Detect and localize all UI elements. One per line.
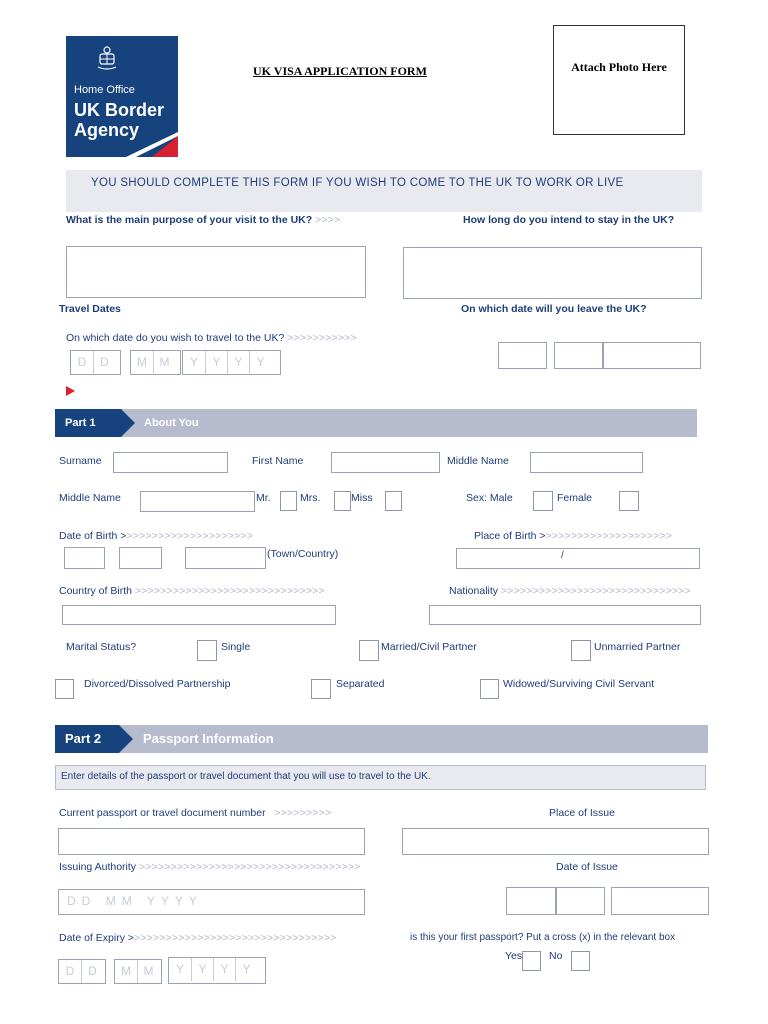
marital-status-label: Marital Status? [66, 641, 137, 653]
sex-male-label: Sex: Male [466, 492, 513, 504]
intro-banner-text: YOU SHOULD COMPLETE THIS FORM IF YOU WISH TO COME TO THE UK TO WORK OR LIVE [91, 177, 624, 189]
first-passport-yes-label: Yes [505, 950, 523, 962]
issue-date-year[interactable] [611, 887, 709, 915]
marital-widowed-label: Widowed/Surviving Civil Servant [503, 678, 655, 690]
marital-single-checkbox[interactable] [197, 640, 217, 661]
part1-title: About You [144, 417, 199, 429]
cob-input[interactable] [62, 605, 336, 625]
middle-name-input-2[interactable] [140, 491, 255, 512]
marital-divorced-label: Divorced/Dissolved Partnership [84, 678, 231, 690]
first-passport-no-checkbox[interactable] [571, 951, 590, 971]
logo-agency: Agency [74, 120, 140, 140]
intro-banner [66, 170, 702, 212]
dob-month[interactable] [119, 547, 162, 569]
leave-date-day[interactable] [498, 342, 547, 369]
travel-date-day[interactable]: D D [70, 350, 121, 375]
leave-date-question: On which date will you leave the UK? [461, 303, 647, 315]
nationality-input[interactable] [429, 605, 701, 625]
marital-separated-checkbox[interactable] [311, 679, 331, 699]
title-miss-label: Miss [351, 492, 373, 504]
first-passport-no-label: No [549, 950, 563, 962]
logo-uk-border: UK Border [74, 100, 165, 120]
dob-label: Date of Birth >>>>>>>>>>>>>>>>>>>>> [59, 530, 254, 542]
photo-box[interactable] [553, 25, 685, 135]
title-miss-checkbox[interactable] [385, 491, 402, 511]
issue-date-month[interactable] [556, 887, 605, 915]
part1-header [55, 409, 697, 437]
middle-name-input[interactable] [530, 452, 643, 473]
passport-instruction-box [55, 765, 706, 790]
pob-label: Place of Birth >>>>>>>>>>>>>>>>>>>>> [474, 530, 673, 542]
marital-separated-label: Separated [336, 678, 385, 690]
date-of-issue-label: Date of Issue [556, 861, 618, 873]
part1-tag [55, 409, 121, 437]
middle-name-label-2: Middle Name [59, 492, 121, 504]
title-mrs-label: Mrs. [300, 492, 321, 504]
passport-instruction-text: Enter details of the passport or travel document that you will use to travel to the UK. [61, 771, 431, 782]
expiry-date-day[interactable]: D D [58, 959, 106, 984]
middle-name-label: Middle Name [447, 455, 509, 467]
place-of-issue-input[interactable] [402, 828, 709, 855]
surname-input[interactable] [113, 452, 228, 473]
marital-unmarried-label: Unmarried Partner [594, 641, 681, 653]
royal-crest-icon [94, 44, 120, 72]
issuing-authority-input[interactable] [58, 889, 365, 915]
part2-header [55, 725, 708, 753]
travel-date-year[interactable]: Y Y Y Y [182, 350, 281, 375]
first-passport-yes-checkbox[interactable] [522, 951, 541, 971]
dob-year[interactable] [185, 547, 266, 569]
expiry-date-month[interactable]: M M [114, 959, 162, 984]
first-name-input[interactable] [331, 452, 440, 473]
nationality-label: Nationality >>>>>>>>>>>>>>>>>>>>>>>>>>>>>> [449, 585, 691, 597]
stay-question: How long do you intend to stay in the UK? [463, 214, 675, 226]
marital-widowed-checkbox[interactable] [480, 679, 499, 699]
marital-unmarried-checkbox[interactable] [571, 640, 591, 661]
issuing-authority-placeholder: DD MM YYYY [67, 894, 203, 908]
uk-border-agency-logo [66, 36, 178, 157]
marital-married-checkbox[interactable] [359, 640, 379, 661]
travel-date-month[interactable]: M M [130, 350, 181, 375]
stay-input[interactable] [403, 247, 702, 299]
title-mrs-checkbox[interactable] [334, 491, 351, 511]
expiry-label: Date of Expiry >>>>>>>>>>>>>>>>>>>>>>>>>>>>>>>>> [59, 932, 337, 944]
sex-female-checkbox[interactable] [619, 491, 639, 511]
marital-married-label: Married/Civil Partner [381, 641, 477, 653]
leave-date-year[interactable] [603, 342, 701, 369]
purpose-input[interactable] [66, 246, 366, 298]
part2-tag [55, 725, 119, 753]
purpose-question: What is the main purpose of your visit to the UK? >>>> [66, 214, 341, 226]
town-country-label: (Town/Country) [267, 548, 339, 560]
issuing-authority-label: Issuing Authority >>>>>>>>>>>>>>>>>>>>>>>>>>>>>>>>>>> [59, 861, 361, 873]
logo-home-office: Home Office [74, 84, 135, 96]
travel-date-question: On which date do you wish to travel to the UK? >>>>>>>>>>> [66, 332, 357, 344]
first-name-label: First Name [252, 455, 304, 467]
cob-label: Country of Birth >>>>>>>>>>>>>>>>>>>>>>>>>>>>>> [59, 585, 325, 597]
issue-date-day[interactable] [506, 887, 556, 915]
part1-tag-label: Part 1 [65, 417, 96, 429]
part2-title: Passport Information [143, 731, 274, 746]
pointer-arrow-icon [66, 386, 76, 396]
title-mr-checkbox[interactable] [280, 491, 297, 511]
passport-number-input[interactable] [58, 828, 365, 855]
form-title: UK VISA APPLICATION FORM [253, 64, 427, 78]
pob-input[interactable] [456, 548, 700, 569]
marital-divorced-checkbox[interactable] [55, 679, 74, 699]
travel-dates-label: Travel Dates [59, 303, 121, 315]
leave-date-month[interactable] [554, 342, 603, 369]
passport-number-label: Current passport or travel document number >>>>>>>>> [59, 807, 332, 819]
sex-female-label: Female [557, 492, 593, 504]
marital-single-label: Single [221, 641, 251, 653]
surname-label: Surname [59, 455, 102, 467]
sex-male-checkbox[interactable] [533, 491, 553, 511]
part2-tag-label: Part 2 [65, 731, 102, 746]
dob-day[interactable] [64, 547, 105, 569]
expiry-date-year[interactable]: Y Y Y Y [168, 957, 266, 984]
place-of-issue-label: Place of Issue [549, 807, 615, 819]
photo-label: Attach Photo Here [571, 60, 667, 74]
first-passport-question: is this your first passport? Put a cross (x) in the relevant box [410, 932, 676, 943]
title-mr-label: Mr. [256, 492, 271, 504]
pob-separator: / [561, 550, 564, 561]
